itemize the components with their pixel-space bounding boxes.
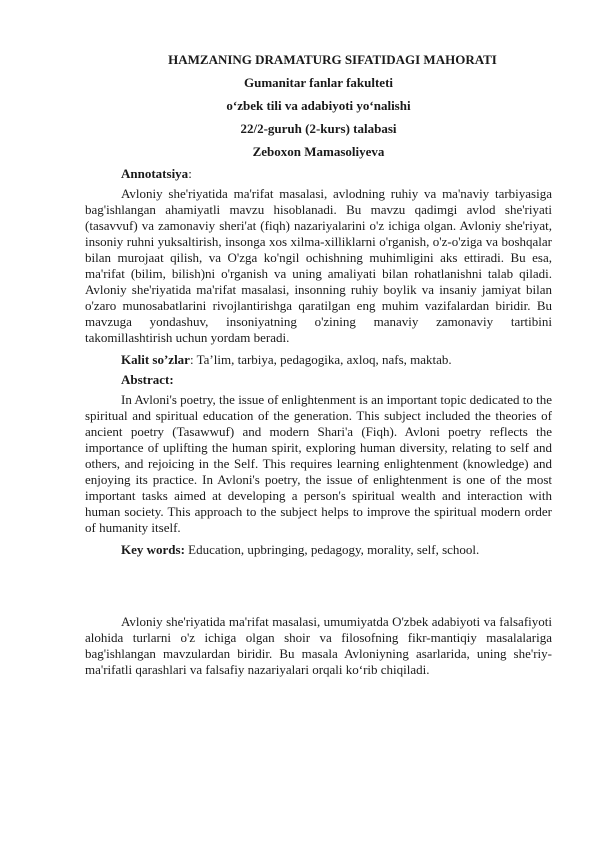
annotation-colon: : <box>188 166 192 181</box>
abstract-heading <box>85 372 552 388</box>
student-group: 22/2-guruh (2-kurs) talabasi <box>240 121 397 136</box>
keywords-en-label: Key words: <box>121 542 185 557</box>
paper-title: HAMZANING DRAMATURG SIFATIDAGI MAHORATI <box>168 52 497 67</box>
keywords-uz-text: Ta’lim, tarbiya, pedagogika, axloq, nafs, maktab. <box>196 352 452 367</box>
faculty-name: Gumanitar fanlar fakulteti <box>243 75 394 90</box>
abstract-label: Abstract: <box>121 372 174 387</box>
keywords-uz-label: Kalit so’zlar <box>121 352 190 367</box>
keywords-en-text: Education, upbringing, pedagogy, morality, self, school. <box>184 542 480 557</box>
department-name: o‘zbek tili va adabiyoti yo‘nalishi <box>226 98 411 113</box>
keywords-uz-separator: : <box>189 352 197 367</box>
keywords-en-line <box>85 542 552 558</box>
annotation-label: Annotatsiya <box>121 166 189 181</box>
author-name: Zeboxon Mamasoliyeva <box>252 144 385 159</box>
keywords-uz-line <box>85 352 552 368</box>
annotation-heading <box>85 166 552 182</box>
annotation-text: Avloniy she'riyatida ma'rifat masalasi, avlodning ruhiy va ma'naviy tarbiyasiga bag'ishlangan ahamiyatli mavzu hisoblanadi. Bu mavzu qadimgi avlod she'riyati (tasavvuf) va zamonaviy sheri'at (fiqh) nazariyalarini o'z ichiga olgan. Avloniy she'riyat, insoniy ruhni yuksaltirish, insonga xos xilma-xilliklarni o'rganish, o'z-o'ziga va boshqalar bilan murojaat qilish, va O'zga ko'ngil ochishning muhimligini aks ettiradi. Bu esa, ma'rifat (bilim, bilish)ni o'rganish va uning amaliyati bilan rohatlanishni talab qiladi. Avloniy she'riyatida ma'rifat masalasi, insonning ruhiy boylik va insaniy jamiyat bilan o'zaro munosabatlarini rivojlantirishga qaratilgan eng muhim vazifalardan biridir. Bu mavzuga yondashuv, insoniyatning o'zining manaviy zamonaviy tartibini takomillashtirish uchun yordam beradi. <box>85 186 552 345</box>
paper-page <box>85 52 552 678</box>
main-paragraph: Avloniy she'riyatida ma'rifat masalasi, umumiyatda O'zbek adabiyoti va falsafiyoti alohida turlarni o'z ichiga olgan shoir va filosofning fikr-mantiqiy masalalariga bag'ishlangan mavzulardan biridir. Bu masala Avloniyning asarlarida, uning she'riy-ma'rifatli qarashlari va falsafiy nazariyalari orqali ko‘rib chiqiladi. <box>85 614 552 677</box>
abstract-text: In Avloni's poetry, the issue of enlightenment is an important topic dedicated to the spiritual and spiritual education of the generation. This subject included the theories of ancient poetry (Tasawwuf) and modern Shari'a (Fiqh). Avloni poetry reflects the importance of uplifting the human spirit, exploring human diversity, relating to self and others, and rejoicing in the Self. This requires learning enlightenment (knowledge) and enjoying its practice. In Avloni's poetry, the issue of enlightenment is one of the most important tasks aimed at developing a person's spiritual wealth and interaction with human society. This approach to the subject helps to improve the spiritual modern order of humanity itself. <box>85 392 552 535</box>
